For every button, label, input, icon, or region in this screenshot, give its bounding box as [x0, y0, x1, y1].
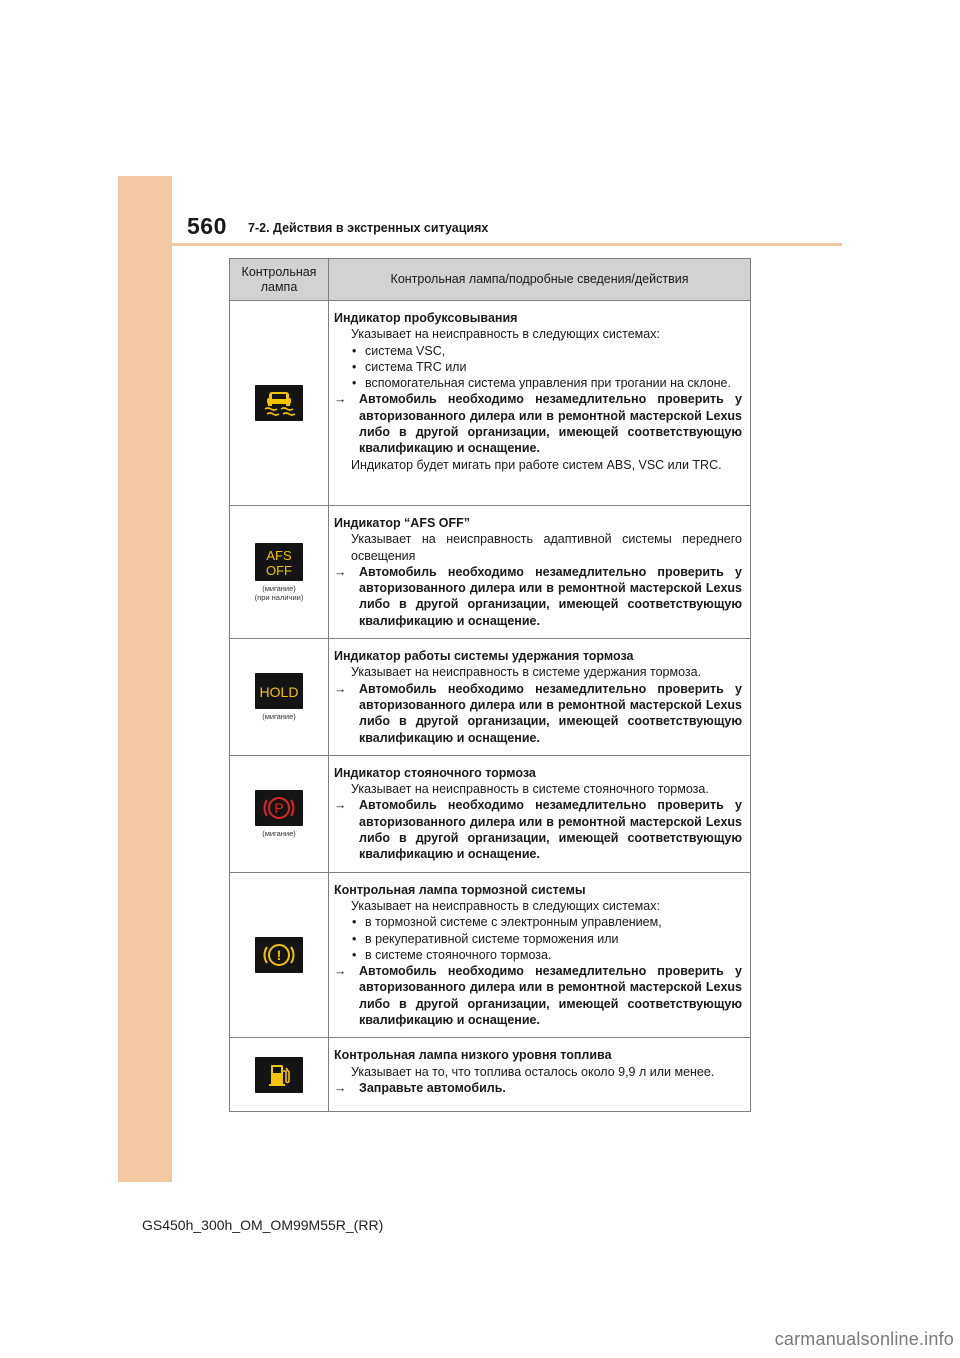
watermark: carmanualsonline.info	[774, 1329, 954, 1349]
table-row	[230, 872, 751, 1038]
afs-icon-line1: AFS	[266, 547, 292, 563]
afs-icon-line2: OFF	[266, 562, 292, 578]
hold-icon	[255, 673, 303, 709]
lamp-description: Указывает на неисправность в следующих системах:	[351, 898, 660, 913]
table-row	[230, 506, 751, 639]
col-header-details: Контрольная лампа/подробные сведения/действия	[329, 259, 751, 301]
list-item: • в тормозной системе с электронным управлением,	[334, 914, 742, 930]
list-item: • в системе стояночного тормоза.	[334, 947, 742, 963]
lamp-title: Индикатор работы системы удержания тормоза	[334, 649, 634, 664]
lamp-action	[334, 797, 742, 862]
warning-lamps-table	[229, 258, 751, 1112]
afs-off-icon	[255, 543, 303, 581]
lamp-action	[334, 681, 742, 746]
brake-icon-text: !	[276, 946, 282, 963]
lamp-title: Контрольная лампа тормозной системы	[334, 882, 586, 897]
lamp-description: Указывает на неисправность адаптивной системы переднего освещения	[351, 532, 742, 563]
arrow-icon: →	[334, 564, 347, 579]
lamp-details	[329, 639, 751, 756]
lamp-details	[329, 506, 751, 639]
lamp-description: Указывает на неисправность в системе удержания тормоза.	[351, 665, 702, 680]
action-text: Заправьте автомобиль.	[359, 1080, 506, 1095]
parking-brake-icon	[255, 790, 303, 826]
lamp-description: Указывает на неисправность в следующих системах:	[351, 327, 660, 342]
brake-system-icon	[255, 937, 303, 973]
arrow-icon: →	[334, 798, 347, 813]
lamp-details	[329, 755, 751, 872]
parking-brake-icon-text: P	[274, 799, 284, 816]
list-item: • в рекуперативной системе торможения или	[334, 931, 742, 947]
arrow-icon: →	[334, 681, 347, 696]
lamp-note: (мигание)	[262, 583, 296, 593]
section-title: 7-2. Действия в экстренных ситуациях	[248, 221, 489, 235]
side-accent-band	[118, 176, 172, 1182]
list-item: • система TRC или	[334, 359, 742, 375]
lamp-description: Указывает на то, что топлива осталось около 9,9 л или менее.	[351, 1064, 715, 1079]
col-header-lamp: Контрольная лампа	[230, 259, 329, 301]
table-row	[230, 755, 751, 872]
low-fuel-icon	[255, 1057, 303, 1093]
table-row	[230, 1038, 751, 1112]
table-row	[230, 301, 751, 506]
arrow-icon: →	[334, 392, 347, 407]
lamp-description: Указывает на неисправность в системе стояночного тормоза.	[351, 782, 709, 797]
table-row	[230, 639, 751, 756]
lamp-cell	[230, 301, 329, 506]
hold-icon-text: HOLD	[259, 683, 299, 700]
lamp-cell	[230, 639, 329, 756]
lamp-note: (при наличии)	[254, 592, 304, 602]
lamp-action	[334, 1080, 742, 1096]
lamp-title: Индикатор пробуксовывания	[334, 311, 518, 325]
action-text: Автомобиль необходимо незамедлительно проверить у авторизованного дилера или в ремонтной мастерской Lexus либо в другой организации, имеющей соответствующую квалификацию и оснащение.	[359, 392, 742, 456]
lamp-action	[334, 564, 742, 629]
action-text: Автомобиль необходимо незамедлительно проверить у авторизованного дилера или в ремонтной мастерской Lexus либо в другой организации, имеющей соответствующую квалификацию и оснащение.	[359, 964, 742, 1028]
action-text: Автомобиль необходимо незамедлительно проверить у авторизованного дилера или в ремонтной мастерской Lexus либо в другой организации, имеющей соответствующую квалификацию и оснащение.	[359, 681, 742, 745]
lamp-details	[329, 1038, 751, 1112]
lamp-cell	[230, 1038, 329, 1112]
lamp-cell	[230, 506, 329, 639]
lamp-title: Индикатор “AFS OFF”	[334, 516, 471, 530]
lamp-extra-note: Индикатор будет мигать при работе систем ABS, VSC или TRC.	[351, 457, 722, 472]
lamp-details	[329, 301, 751, 506]
list-item: • вспомогательная система управления при трогании на склоне.	[334, 375, 742, 391]
document-code: GS450h_300h_OM_OM99M55R_(RR)	[142, 1217, 384, 1233]
page-number: 560	[187, 213, 227, 239]
action-text: Автомобиль необходимо незамедлительно проверить у авторизованного дилера или в ремонтной мастерской Lexus либо в другой организации, имеющей соответствующую квалификацию и оснащение.	[359, 564, 742, 628]
lamp-title: Индикатор стояночного тормоза	[334, 765, 536, 780]
lamp-title: Контрольная лампа низкого уровня топлива	[334, 1048, 612, 1063]
lamp-action	[334, 391, 742, 456]
lamp-cell	[230, 872, 329, 1038]
arrow-icon: →	[334, 964, 347, 979]
arrow-icon: →	[334, 1080, 347, 1095]
table-header-row	[230, 259, 751, 301]
header-rule	[172, 243, 842, 246]
lamp-details	[329, 872, 751, 1038]
lamp-cell	[230, 755, 329, 872]
list-item: • система VSC,	[334, 343, 742, 359]
action-text: Автомобиль необходимо незамедлительно проверить у авторизованного дилера или в ремонтной мастерской Lexus либо в другой организации, имеющей соответствующую квалификацию и оснащение.	[359, 798, 742, 862]
slip-indicator-icon	[255, 385, 303, 421]
lamp-note: (мигание)	[262, 828, 296, 838]
lamp-action	[334, 963, 742, 1028]
lamp-note: (мигание)	[262, 711, 296, 721]
